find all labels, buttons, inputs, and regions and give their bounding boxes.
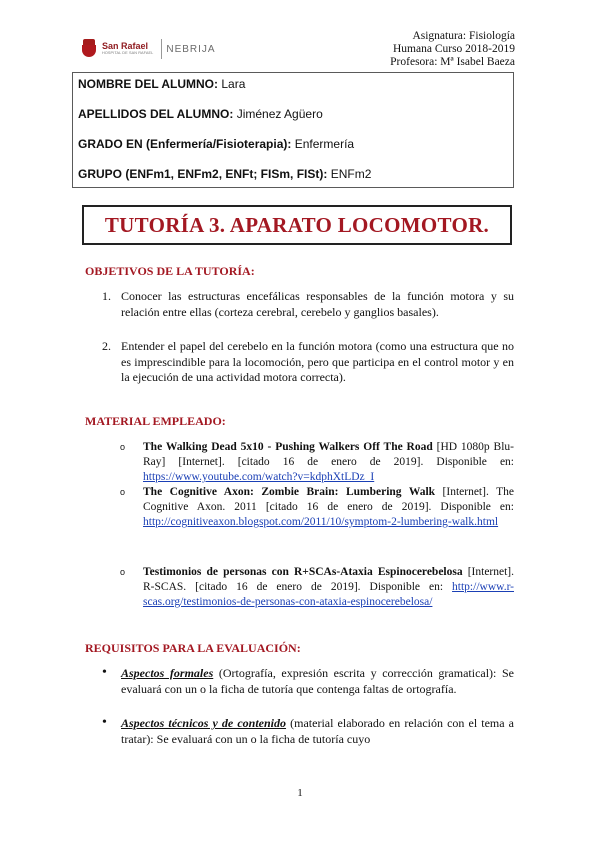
page-number: 1 bbox=[297, 787, 303, 799]
document-title: TUTORÍA 3. APARATO LOCOMOTOR. bbox=[104, 212, 490, 237]
reference-item bbox=[120, 485, 514, 530]
list-item bbox=[102, 339, 514, 386]
list-bullet: o bbox=[120, 442, 126, 452]
requisitos-heading: REQUISITOS PARA LA EVALUACIÓN: bbox=[85, 641, 301, 655]
course-year: Humana Curso 2018-2019 bbox=[392, 43, 515, 55]
student-surname-label: APELLIDOS DEL ALUMNO: bbox=[78, 107, 234, 121]
course-professor: Profesora: Mª Isabel Baeza bbox=[390, 56, 515, 68]
reference-item bbox=[120, 565, 514, 610]
student-grado-row bbox=[78, 137, 354, 151]
university-logo bbox=[80, 36, 216, 62]
requirement-item bbox=[102, 716, 514, 747]
material-heading: MATERIAL EMPLEADO: bbox=[85, 414, 226, 428]
list-item bbox=[102, 289, 514, 320]
list-bullet: • bbox=[102, 665, 107, 680]
student-grado-label: GRADO EN (Enfermería/Fisioterapia): bbox=[78, 137, 292, 151]
requirement-text: (Ortografía, expresión escrita y corrección gramatical): Se evaluará con un o la ficha de tutoría que contenga faltas de ortografía. bbox=[121, 666, 514, 696]
student-grupo-row bbox=[78, 167, 371, 181]
reference-link[interactable]: https://www.youtube.com/watch?v=kdphXtLDz_I bbox=[143, 471, 375, 483]
course-subject: Asignatura: Fisiología bbox=[412, 30, 515, 42]
student-name-label: NOMBRE DEL ALUMNO: bbox=[78, 77, 218, 91]
student-name-value: Lara bbox=[221, 77, 246, 91]
student-info-box bbox=[72, 72, 514, 188]
objetivos-heading: OBJETIVOS DE LA TUTORÍA: bbox=[85, 264, 255, 278]
reference-text: [HD 1080p Blu-Ray] [Internet]. [citado 16 de enero de 2019]. Disponible en: bbox=[143, 441, 514, 468]
reference-text: [Internet]. The Cognitive Axon. 2011 [citado 16 de enero de 2019]. Disponible en: bbox=[143, 486, 514, 513]
requirement-key: Aspectos formales bbox=[121, 666, 214, 680]
reference-item bbox=[120, 440, 514, 485]
list-bullet: • bbox=[102, 715, 107, 730]
logo-divider bbox=[161, 39, 162, 59]
list-bullet: o bbox=[120, 567, 126, 577]
list-number: 1. bbox=[102, 289, 111, 303]
document-title-box bbox=[82, 205, 512, 245]
list-text: Entender el papel del cerebelo en la función motora (como una estructura que no es imprescindible para la locomoción, pero que participa en el control motor y en la ejecución de una actividad motora correcta). bbox=[121, 339, 514, 384]
list-text: Conocer las estructuras encefálicas responsables de la función motora y su relación entre ellas (corteza cerebral, cerebelo y ganglios basales). bbox=[121, 289, 514, 319]
reference-text: [Internet]. R-SCAS. [citado 16 de enero de 2019]. Disponible en: bbox=[143, 566, 515, 593]
requirement-text: (material elaborado en relación con el tema a tratar): Se evaluará con un o la ficha de tutoría cuyo bbox=[121, 716, 515, 746]
student-grupo-value: ENFm2 bbox=[330, 167, 372, 181]
logo-subtitle: HOSPITAL DE SAN RAFAEL bbox=[102, 51, 154, 56]
student-grado-value: Enfermería bbox=[294, 137, 355, 151]
crest-icon bbox=[80, 39, 98, 59]
student-grupo-label: GRUPO (ENFm1, ENFm2, ENFt; FISm, FISt): bbox=[78, 167, 328, 181]
student-surname-value: Jiménez Agüero bbox=[236, 107, 323, 121]
student-name-row bbox=[78, 77, 245, 91]
reference-link[interactable]: http://www.r-scas.org/testimonios-de-personas-con-ataxia-espinocerebelosa/ bbox=[143, 581, 514, 608]
requirement-item bbox=[102, 666, 514, 697]
student-surname-row bbox=[78, 107, 323, 121]
logo-nebrija: NEBRIJA bbox=[166, 43, 216, 55]
reference-title: The Cognitive Axon: Zombie Brain: Lumbering Walk bbox=[143, 486, 436, 498]
reference-link[interactable]: http://cognitiveaxon.blogspot.com/2011/10/symptom-2-lumbering-walk.html bbox=[143, 516, 499, 528]
list-bullet: o bbox=[120, 487, 126, 497]
requirement-key: Aspectos técnicos y de contenido bbox=[121, 716, 287, 730]
course-info bbox=[390, 30, 515, 69]
reference-title: Testimonios de personas con R+SCAs-Ataxia Espinocerebelosa bbox=[143, 566, 463, 578]
logo-name: San Rafael bbox=[102, 41, 149, 52]
reference-title: The Walking Dead 5x10 - Pushing Walkers Off The Road bbox=[143, 441, 433, 453]
list-number: 2. bbox=[102, 339, 111, 353]
